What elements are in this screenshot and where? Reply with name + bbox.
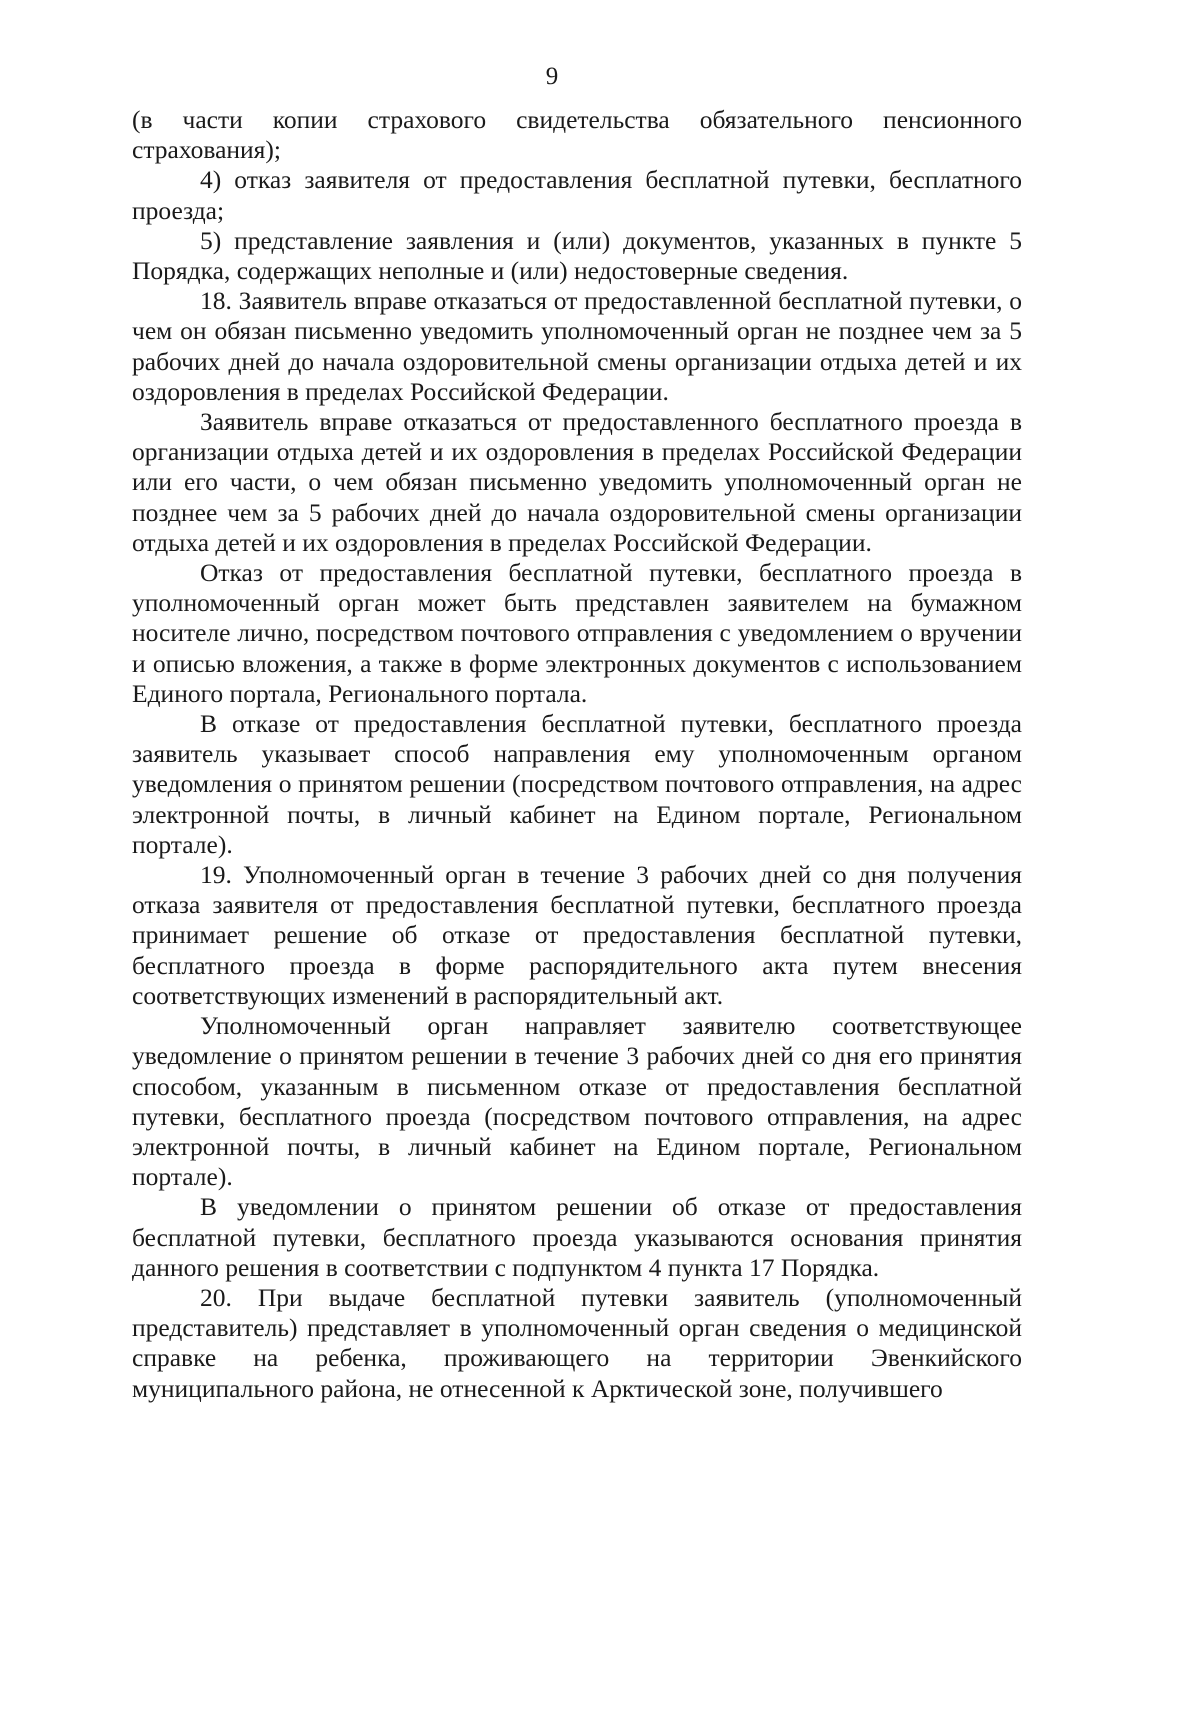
paragraph-item-4: 4) отказ заявителя от предоставления бесплатной путевки, бесплатного проезда; xyxy=(132,165,1022,225)
paragraph-continuation: (в части копии страхового свидетельства обязательного пенсионного страхования); xyxy=(132,105,1022,165)
paragraph-section-18: 18. Заявитель вправе отказаться от предоставленной бесплатной путевки, о чем он обязан письменно уведомить уполномоченный орган не позднее чем за 5 рабочих дней до начала оздоровительной смены организации отдыха детей и их оздоровления в пределах Российской Федерации. xyxy=(132,286,1022,406)
paragraph-notification-method: В отказе от предоставления бесплатной путевки, бесплатного проезда заявитель указывает способ направления ему уполномоченным органом уведомления о принятом решении (посредством почтового отправления, на адрес электронной почты, в личный кабинет на Едином портале, Региональном портале). xyxy=(132,709,1022,859)
paragraph-section-20: 20. При выдаче бесплатной путевки заявитель (уполномоченный представитель) представляет в уполномоченный орган сведения о медицинской справке на ребенка, проживающего на территории Эвенкийского муниципального района, не отнесенной к Арктической зоне, получившего xyxy=(132,1282,1022,1403)
paragraph-section-19: 19. Уполномоченный орган в течение 3 рабочих дней со дня получения отказа заявителя от предоставления бесплатной путевки, бесплатного проезда принимает решение об отказе от предоставления бесплатной путевки, бесплатного проезда в форме распорядительного акта путем внесения соответствующих изменений в распорядительный акт. xyxy=(132,860,1022,1010)
paragraph-refusal-travel: Заявитель вправе отказаться от предоставленного бесплатного проезда в организации отдыха детей и их оздоровления в пределах Российской Федерации или его части, о чем обязан письменно уведомить уполномоченный орган не позднее чем за 5 рабочих дней до начала оздоровительной смены организации отдыха детей и их оздоровления в пределах Российской Федерации. xyxy=(132,407,1022,557)
paragraph-authority-notifies: Уполномоченный орган направляет заявителю соответствующее уведомление о принятом решении в течение 3 рабочих дней со дня его принятия способом, указанным в письменном отказе от предоставления бесплатной путевки, бесплатного проезда (посредством почтового отправления, на адрес электронной почты, в личный кабинет на Едином портале, Региональном портале). xyxy=(132,1011,1022,1192)
document-body xyxy=(132,105,1022,1404)
paragraph-item-5: 5) представление заявления и (или) документов, указанных в пункте 5 Порядка, содержащих неполные и (или) недостоверные сведения. xyxy=(132,225,1022,286)
page-number: 9 xyxy=(545,63,559,90)
paragraph-decision-grounds: В уведомлении о принятом решении об отказе от предоставления бесплатной путевки, бесплатного проезда указываются основания принятия данного решения в соответствии с подпунктом 4 пункта 17 Порядка. xyxy=(132,1192,1022,1282)
paragraph-refusal-submission: Отказ от предоставления бесплатной путевки, бесплатного проезда в уполномоченный орган может быть представлен заявителем на бумажном носителе лично, посредством почтового отправления с уведомлением о вручении и описью вложения, а также в форме электронных документов с использованием Единого портала, Регионального портала. xyxy=(132,558,1022,708)
